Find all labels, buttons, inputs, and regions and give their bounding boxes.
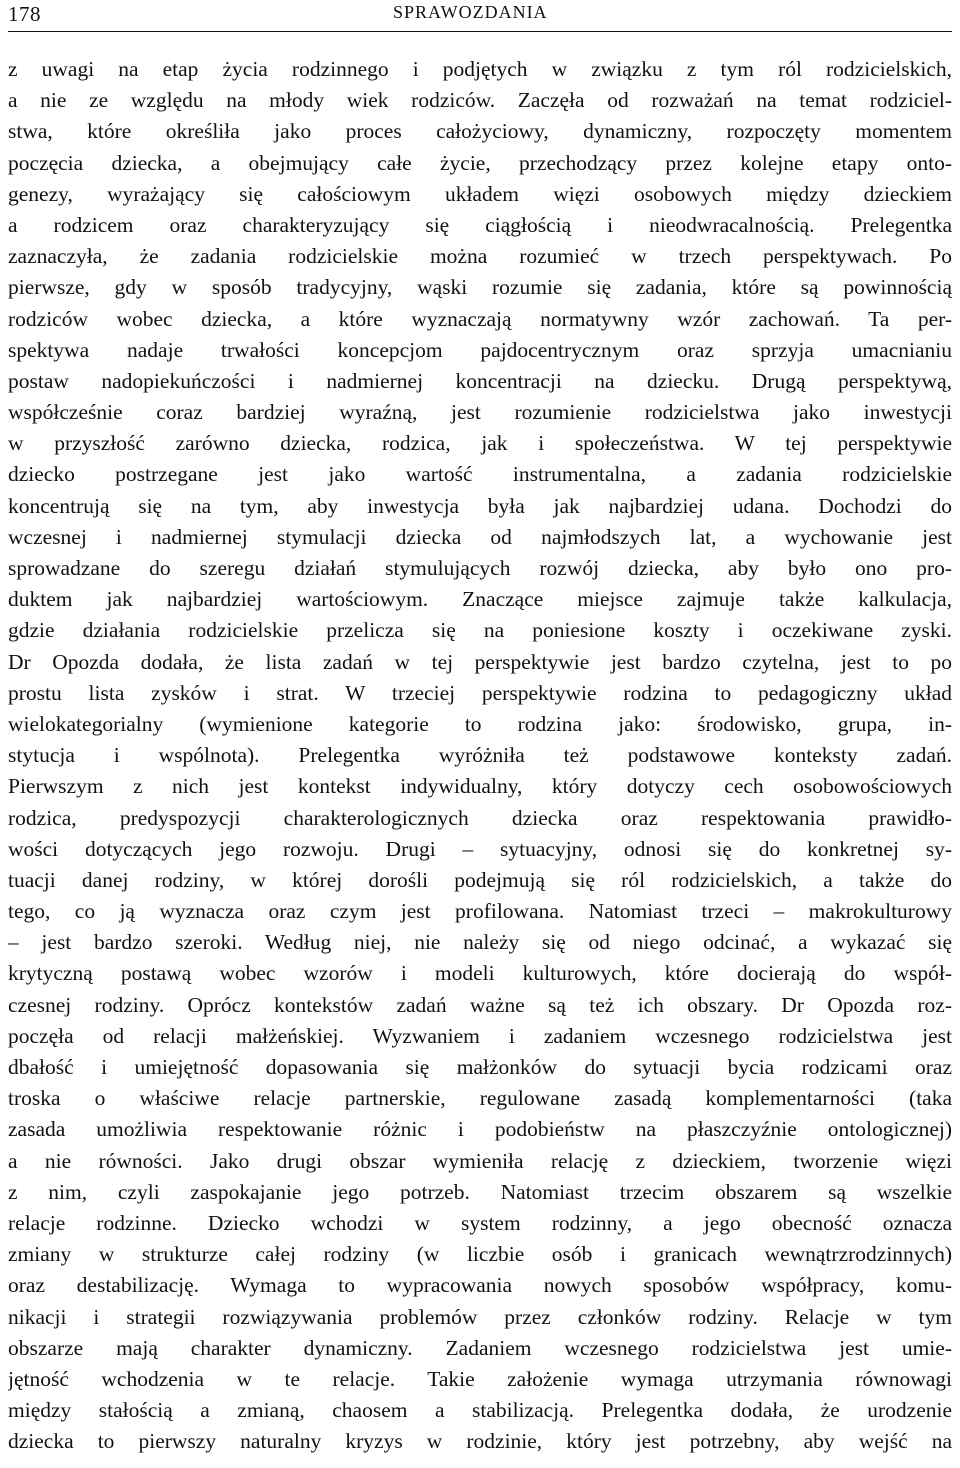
text-line: w przyszłość zarówno dziecka, rodzica, jak i społeczeństwa. W tej perspektywie	[8, 431, 952, 456]
text-line: dziecka to pierwszy naturalny kryzys w rodzinie, który jest potrzebny, aby wejść na	[8, 1429, 952, 1454]
text-line: krytyczną postawą wobec wzorów i modeli kulturowych, które docierają do współ-	[8, 961, 952, 986]
text-line: z uwagi na etap życia rodzinnego i podjętych w związku z tym ról rodzicielskich,	[8, 57, 952, 81]
text-line: sprowadzane do szeregu działań stymulujących rozwój dziecka, aby było ono pro-	[8, 556, 952, 580]
text-line: stwa, które określiła jako proces całożyciowy, dynamiczny, rozpoczęty momentem	[8, 119, 952, 144]
text-line: – jest bardzo szeroki. Według niej, nie należy się od niego odcinać, a wykazać się	[8, 930, 952, 955]
running-head: SPRAWOZDANIA	[393, 2, 548, 22]
text-line: wczesnej i nadmiernej stymulacji dziecka od najmłodszych lat, a wychowanie jest	[8, 524, 952, 549]
text-line: stytucja i wspólnota). Prelegentka wyróżniła też podstawowe konteksty zadań.	[8, 743, 952, 768]
text-line: między stałością a zmianą, chaosem a stabilizacją. Prelegentka dodała, że urodzenie	[8, 1398, 952, 1423]
text-line: duktem jak najbardziej wartościowym. Znaczące miejsce zajmuje także kalkulacja,	[8, 587, 952, 612]
text-line: nikacji i strategii rozwiązywania problemów przez członków rodziny. Relacje w tym	[8, 1304, 952, 1329]
body-text	[8, 54, 952, 1457]
text-line: poczęła od relacji małżeńskiej. Wyzwaniem i zadaniem wczesnego rodzicielstwa jest	[8, 1023, 952, 1048]
text-line: tuacji danej rodziny, w której dorośli podejmują się ról rodzicielskich, a także do	[8, 867, 952, 892]
text-line: postaw nadopiekuńczości i nadmiernej koncentracji na dziecku. Drugą perspektywą,	[8, 368, 952, 393]
text-line: genezy, wyrażający się całościowym układem więzi osobowych między dzieckiem	[8, 181, 952, 206]
text-line: zmiany w strukturze całej rodziny (w liczbie osób i granicach wewnątrzrodzinnych)	[8, 1242, 952, 1267]
text-line: dbałość i umiejętność dopasowania się małżonków do sytuacji bycia rodzicami oraz	[8, 1055, 952, 1079]
text-line: jętność wchodzenia w te relacje. Takie założenie wymaga utrzymania równowagi	[8, 1366, 952, 1391]
text-line: z nim, czyli zaspokajanie jego potrzeb. Natomiast trzecim obszarem są wszelkie	[8, 1179, 952, 1204]
text-line: a nie równości. Jako drugi obszar wymieniła relację z dzieckiem, tworzenie więzi	[8, 1148, 952, 1173]
text-line: oraz destabilizację. Wymaga to wypracowania nowych sposobów współpracy, komu-	[8, 1273, 952, 1298]
text-line: czesnej rodziny. Oprócz kontekstów zadań ważne są też ich obszary. Dr Opozda roz-	[8, 992, 952, 1017]
text-line: obszarze mają charakter dynamiczny. Zadaniem wczesnego rodzicielstwa jest umie-	[8, 1335, 952, 1360]
text-line: tego, co ją wyznacza oraz czym jest profilowana. Natomiast trzeci – makrokulturowy	[8, 899, 952, 924]
text-line: wości dotyczących jego rozwoju. Drugi – sytuacyjny, odnosi się do konkretnej sy-	[8, 836, 952, 861]
page-number: 178	[8, 2, 41, 26]
text-line: prostu lista zysków i strat. W trzeciej perspektywie rodzina to pedagogiczny układ	[8, 680, 952, 705]
text-line: dziecko postrzegane jest jako wartość instrumentalna, a zadania rodzicielskie	[8, 462, 952, 487]
text-line: współcześnie coraz bardziej wyraźną, jest rozumienie rodzicielstwa jako inwestycji	[8, 400, 952, 425]
text-line: gdzie działania rodzicielskie przelicza się na poniesione koszty i oczekiwane zyski.	[8, 618, 952, 643]
text-line: rodziców wobec dziecka, a które wyznaczają normatywny wzór zachowań. Ta per-	[8, 306, 952, 331]
text-line: Pierwszym z nich jest kontekst indywidualny, który dotyczy cech osobowościowych	[8, 774, 952, 799]
text-line: spektywa nadaje trwałości koncepcjom pajdocentrycznym oraz sprzyja umacnianiu	[8, 337, 952, 362]
text-line: a rodzicem oraz charakteryzujący się ciągłością i nieodwracalnością. Prelegentka	[8, 212, 952, 237]
text-line: relacje rodzinne. Dziecko wchodzi w system rodzinny, a jego obecność oznacza	[8, 1210, 952, 1235]
text-line: zasada umożliwia respektowanie różnic i podobieństw na płaszczyźnie ontologicznej)	[8, 1117, 952, 1142]
text-line: wielokategorialny (wymienione kategorie to rodzina jako: środowisko, grupa, in-	[8, 711, 952, 736]
page-header	[8, 0, 952, 30]
text-line: Dr Opozda dodała, że lista zadań w tej perspektywie jest bardzo czytelna, jest to po	[8, 649, 952, 674]
header-rule	[8, 31, 952, 32]
text-line: pierwsze, gdy w sposób tradycyjny, wąski rozumie się zadania, które są powinnością	[8, 275, 952, 300]
text-line: troska o właściwe relacje partnerskie, regulowane zasadą komplementarności (taka	[8, 1086, 952, 1111]
text-line: a nie ze względu na młody wiek rodziców. Zaczęła od rozważań na temat rodziciel-	[8, 88, 952, 113]
text-line: rodzica, predyspozycji charakterologicznych dziecka oraz respektowania prawidło-	[8, 805, 952, 830]
text-line: poczęcia dziecka, a obejmujący całe życie, przechodzący przez kolejne etapy onto-	[8, 150, 952, 175]
text-line: koncentrują się na tym, aby inwestycja była jak najbardziej udana. Dochodzi do	[8, 493, 952, 518]
text-line: zaznaczyła, że zadania rodzicielskie można rozumieć w trzech perspektywach. Po	[8, 244, 952, 269]
